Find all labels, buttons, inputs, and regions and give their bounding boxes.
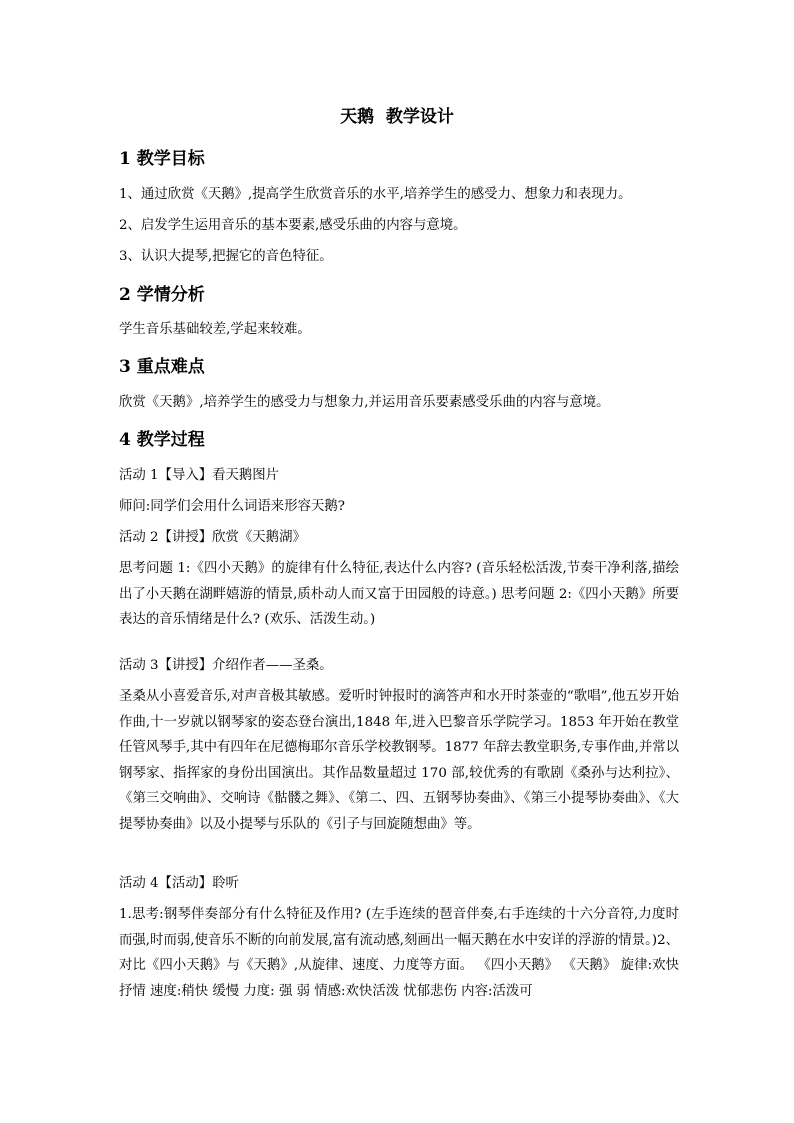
document-title: 天鹅 教学设计 [340, 107, 454, 127]
activity-2-label: 活动 2【讲授】欣赏《天鹅湖》 [119, 530, 306, 545]
key-points-text: 欣赏《天鹅》,培养学生的感受力与想象力,并运用音乐要素感受乐曲的内容与意境。 [119, 395, 610, 410]
activity-4-label: 活动 4【活动】聆听 [119, 876, 239, 891]
think-questions-paragraph: 思考问题 1:《四小天鹅》的旋律有什么特征,表达什么内容? (音乐轻松活泼,节奏干净利落,描绘出了小天鹅在湖畔嬉游的情景,质朴动人而又富于田园般的诗意。) 思考问题 2:《四小天鹅》所要表达的音乐情绪是什么? (欢乐、活泼生动。) [119, 561, 679, 627]
activity-3-label: 活动 3【讲授】介绍作者——圣桑。 [119, 658, 333, 673]
section-heading-key-points: 3 重点难点 [119, 357, 205, 377]
section-heading-learner-analysis: 2 学情分析 [119, 285, 205, 305]
section-heading-teaching-process: 4 教学过程 [119, 430, 205, 450]
section-heading-teaching-goals: 1 教学目标 [119, 149, 205, 169]
goal-item-3: 3、认识大提琴,把握它的音色特征。 [119, 249, 333, 264]
activity-1-label: 活动 1【导入】看天鹅图片 [119, 468, 280, 483]
teacher-question: 师问:同学们会用什么词语来形容天鹅? [119, 499, 345, 514]
goal-item-2: 2、启发学生运用音乐的基本要素,感受乐曲的内容与意境。 [119, 218, 467, 233]
listening-paragraph: 1.思考:钢琴伴奏部分有什么特征及作用? (左手连续的琶音伴奏,右手连续的十六分音符,力度时而强,时而弱,使音乐不断的向前发展,富有流动感,刻画出一幅天鹅在水中安详的浮游的情景。)2、对比《四小天鹅》与《天鹅》,从旋律、速度、力度等方面。 《四小天鹅》 《天鹅》 旋律:欢快 抒情 速度:稍快 缓慢 力度: 强 弱 情感:欢快活泼 忧郁悲伤 内容:活泼可 [119, 907, 679, 999]
composer-bio-paragraph: 圣桑从小喜爱音乐,对声音极其敏感。爱听时钟报时的滴答声和水开时茶壶的“歌唱”,他五岁开始作曲,十一岁就以钢琴家的姿态登台演出,1848 年,进入巴黎音乐学院学习。1853 年开始在教堂任管风琴手,其中有四年在尼德梅耶尔音乐学校教钢琴。1877 年辞去教堂职务,专事作曲,并常以钢琴家、指挥家的身份出国演出。其作品数量超过 170 部,较优秀的有歌剧《桑孙与达利拉》、《第三交响曲》、交响诗《骷髅之舞》、《第二、四、五钢琴协奏曲》、《第三小提琴协奏曲》、《大提琴协奏曲》以及小提琴与乐队的《引子与回旋随想曲》等。 [119, 689, 679, 832]
goal-item-1: 1、通过欣赏《天鹅》,提高学生欣赏音乐的水平,培养学生的感受力、想象力和表现力。 [119, 187, 632, 202]
learner-analysis-text: 学生音乐基础较差,学起来较难。 [119, 322, 311, 337]
